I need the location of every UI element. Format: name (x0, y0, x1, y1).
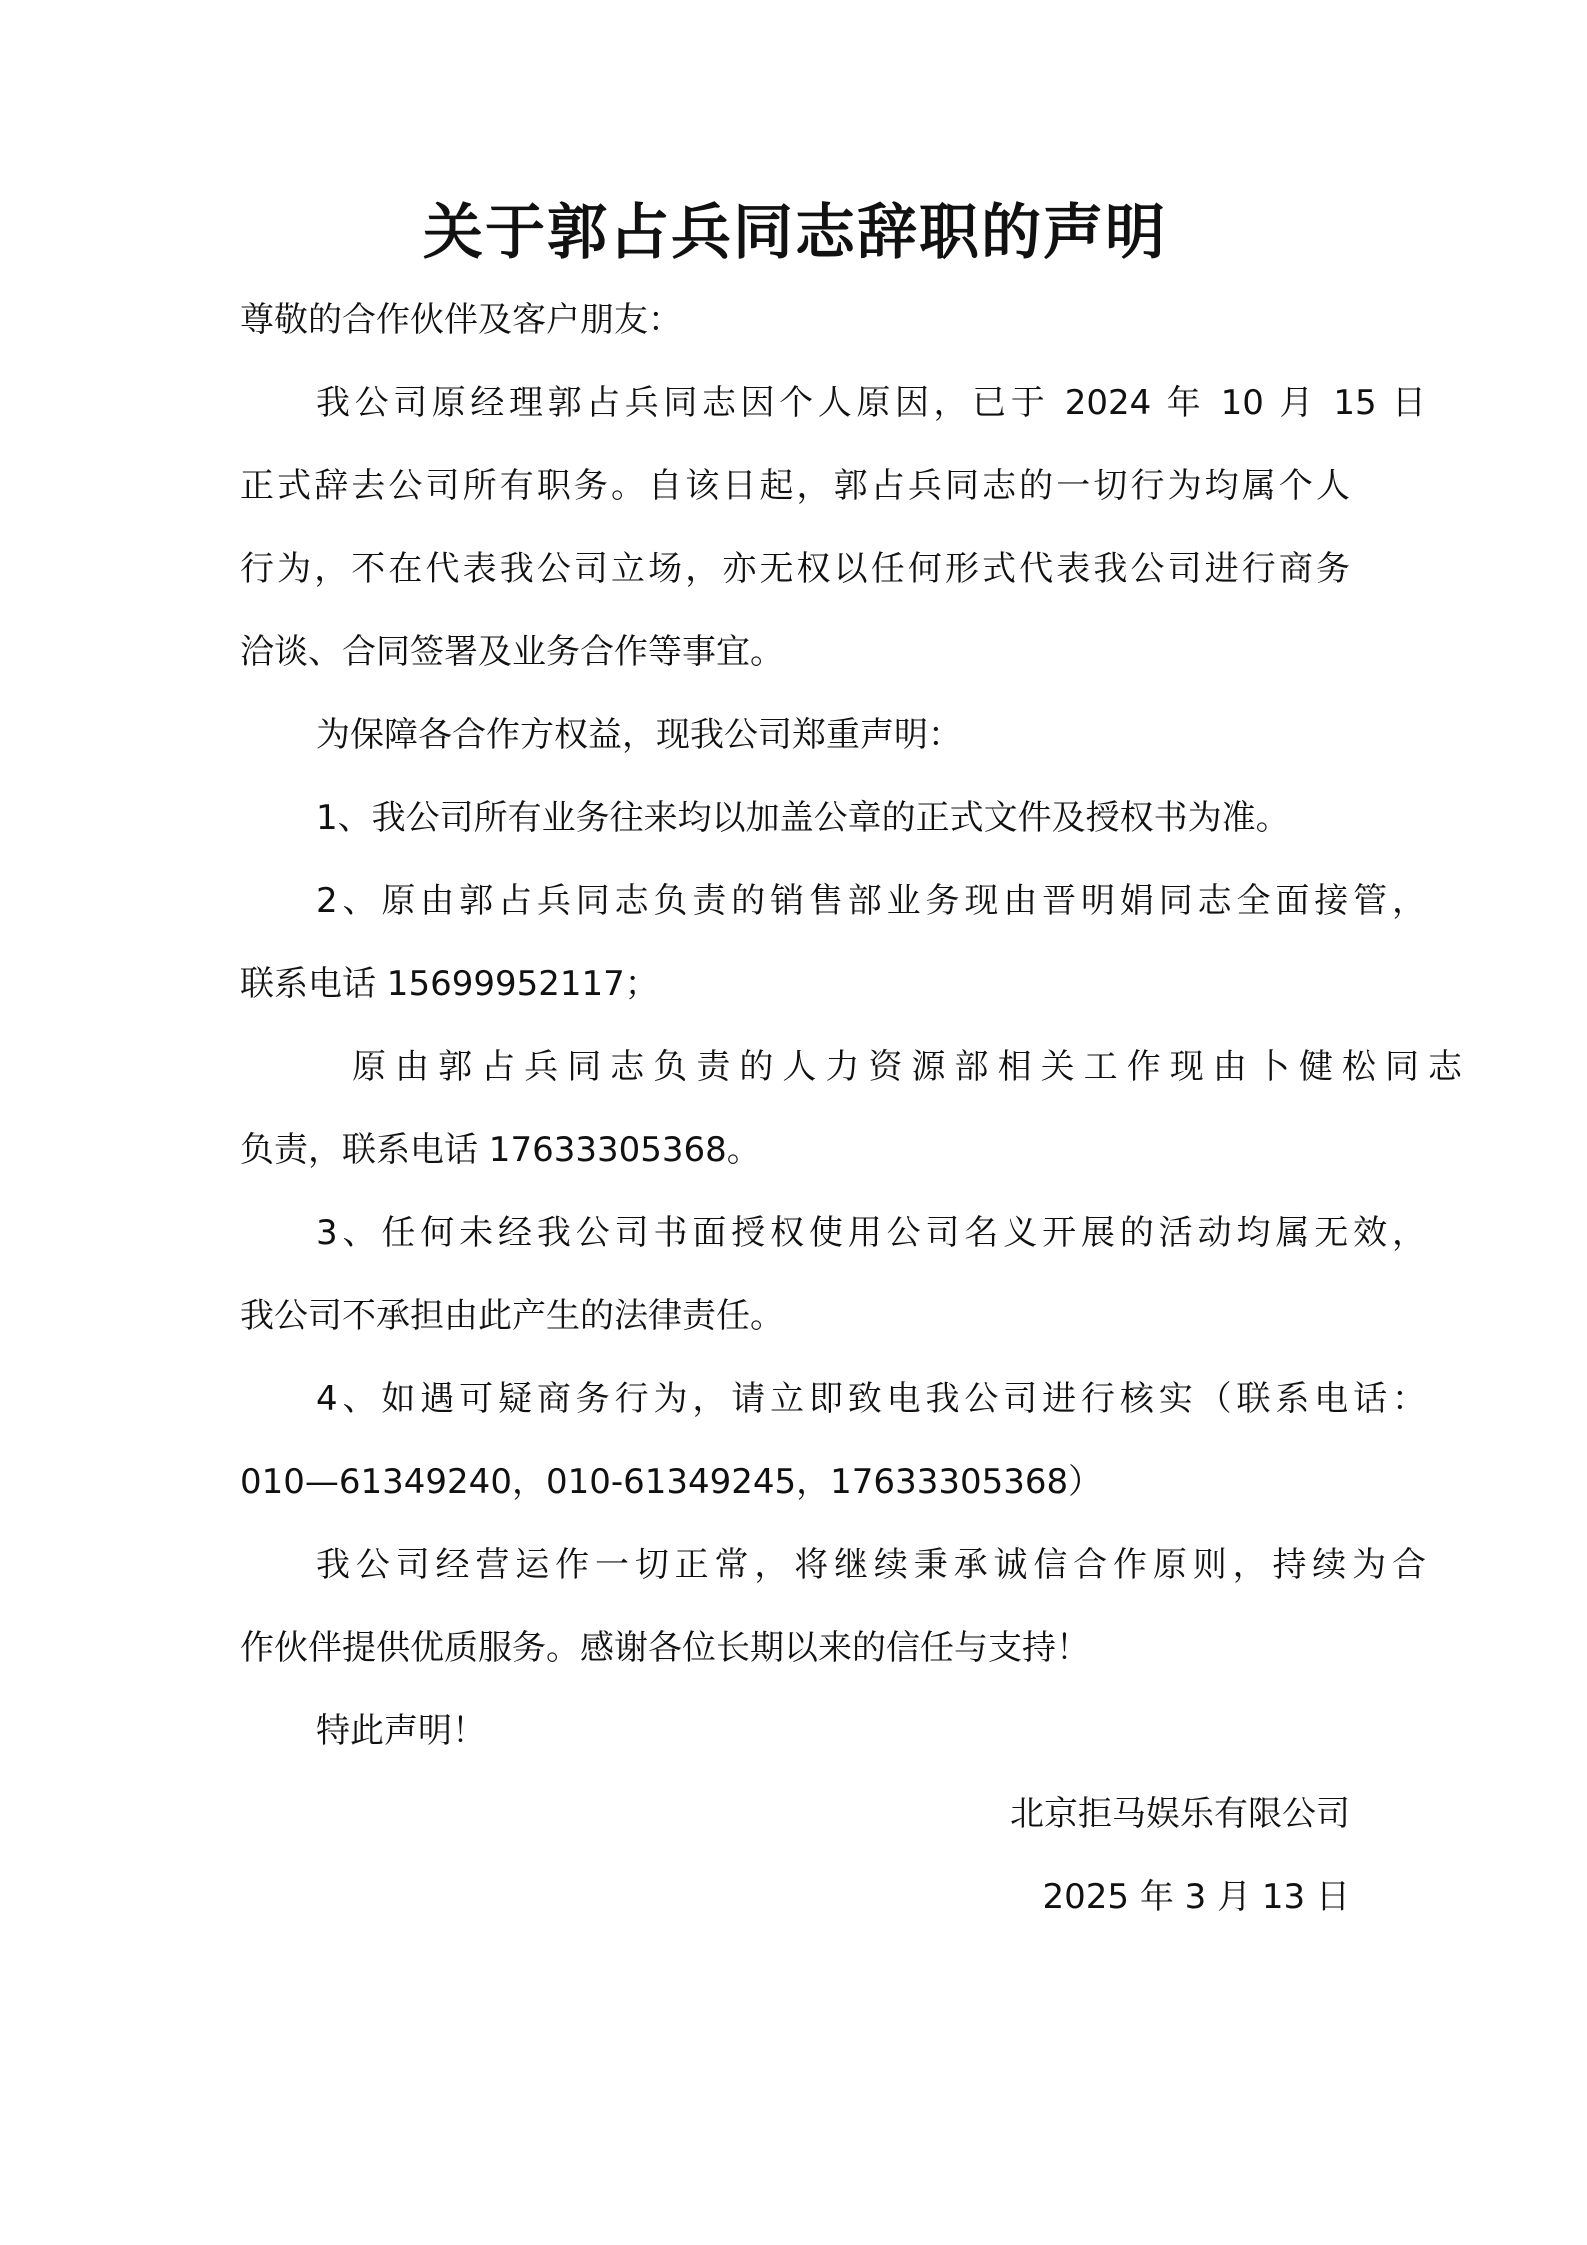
para2: 为保障各合作方权益，现我公司郑重声明： (316, 715, 962, 755)
item1: 1、我公司所有业务往来均以加盖公章的正式文件及授权书为准。 (316, 798, 1290, 838)
item2b-line2: 负责，联系电话 17633305368。 (240, 1130, 761, 1170)
para1-line1: 我公司原经理郭占兵同志因个人原因，已于 2024 年 10 月 15 日 (316, 383, 1426, 423)
item4-line1: 4、如遇可疑商务行为，请立即致电我公司进行核实（联系电话： (316, 1379, 1426, 1419)
item2b-line1: 原由郭占兵同志负责的人力资源部相关工作现由卜健松同志 (352, 1047, 1462, 1087)
document-title: 关于郭占兵同志辞职的声明 (423, 198, 1167, 268)
para3-line2: 作伙伴提供优质服务。感谢各位长期以来的信任与支持！ (240, 1628, 1090, 1668)
signature-company: 北京拒马娱乐有限公司 (1010, 1794, 1350, 1834)
para3-line1: 我公司经营运作一切正常，将继续秉承诚信合作原则，持续为合 (316, 1545, 1426, 1585)
item2-line1: 2、原由郭占兵同志负责的销售部业务现由晋明娟同志全面接管， (316, 881, 1426, 921)
item3-line1: 3、任何未经我公司书面授权使用公司名义开展的活动均属无效， (316, 1213, 1426, 1253)
para1-line3: 行为，不在代表我公司立场，亦无权以任何形式代表我公司进行商务 (240, 549, 1350, 589)
signature-date: 2025 年 3 月 13 日 (1042, 1877, 1350, 1917)
item2-line2: 联系电话 15699952117； (240, 964, 659, 1004)
closing: 特此声明！ (316, 1711, 486, 1751)
salutation: 尊敬的合作伙伴及客户朋友： (240, 300, 682, 340)
para1-line4: 洽谈、合同签署及业务合作等事宜。 (240, 632, 784, 672)
para1-line2: 正式辞去公司所有职务。自该日起，郭占兵同志的一切行为均属个人 (240, 466, 1350, 506)
item3-line2: 我公司不承担由此产生的法律责任。 (240, 1296, 784, 1336)
item4-line2: 010—61349240，010-61349245，17633305368） (240, 1462, 1103, 1502)
